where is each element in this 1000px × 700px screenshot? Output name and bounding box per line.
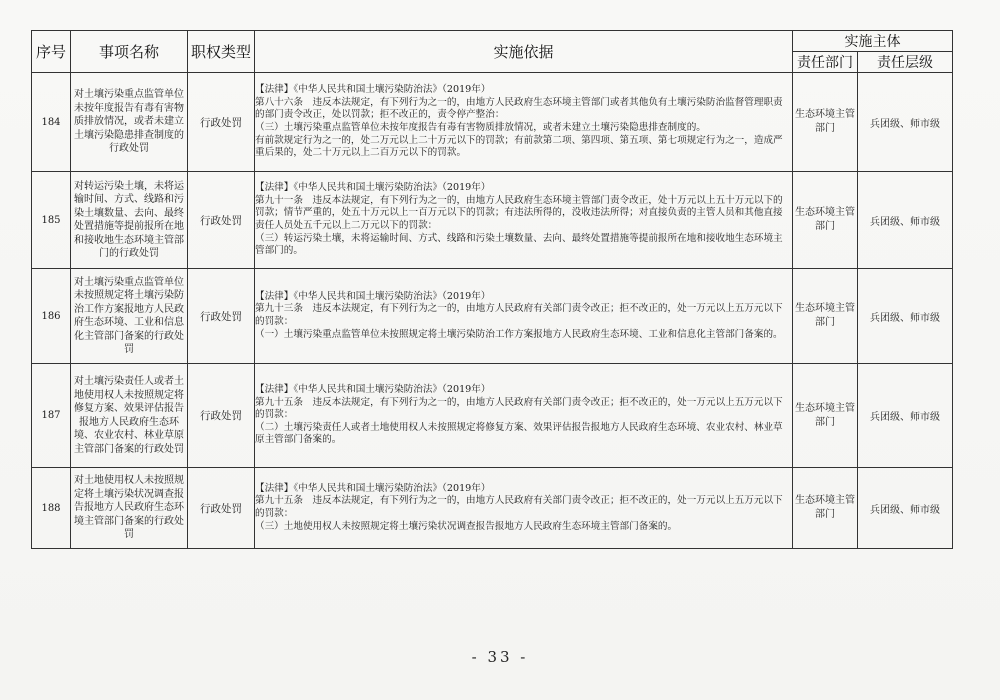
basis-line: 第九十五条 违反本法规定，有下列行为之一的，由地方人民政府有关部门责令改正；拒不改正的，处一万元以上五万元以下的罚款： <box>255 495 783 519</box>
row-dept: 生态环境主管部门 <box>793 269 858 364</box>
row-power-type: 行政处罚 <box>188 269 255 364</box>
row-seq: 186 <box>32 269 71 364</box>
table-row <box>32 73 953 172</box>
table-row <box>32 172 953 269</box>
row-power-type: 行政处罚 <box>188 364 255 468</box>
basis-line: 第九十五条 违反本法规定，有下列行为之一的，由地方人民政府有关部门责令改正；拒不改正的，处一万元以上五万元以下的罚款： <box>255 396 783 421</box>
basis-line: 【法律】《中华人民共和国土壤污染防治法》（2019年） <box>255 84 491 96</box>
basis-line: 【法律】《中华人民共和国土壤污染防治法》（2019年） <box>255 182 491 194</box>
header-dept: 责任部门 <box>793 52 858 73</box>
basis-line: 【法律】《中华人民共和国土壤污染防治法》（2019年） <box>255 384 491 396</box>
row-item-name: 对土壤污染重点监管单位未按照规定将土壤污染防治工作方案报地方人民政府生态环境、工业和信息化主管部门备案的行政处罚 <box>71 269 188 364</box>
basis-line: 第八十六条 违反本法规定，有下列行为之一的，由地方人民政府生态环境主管部门或者其他负有土壤污染防治监督管理职责的部门责令改正，处以罚款；拒不改正的，责令停产整治： <box>255 96 783 121</box>
header-subject: 实施主体 <box>793 31 953 52</box>
basis-line: （二）土壤污染责任人或者土地使用权人未按照规定将修复方案、效果评估报告报地方人民政府生态环境、农业农村、林业草原主管部门备案的。 <box>255 421 783 446</box>
table-row <box>32 269 953 364</box>
row-dept: 生态环境主管部门 <box>793 468 858 549</box>
row-seq: 188 <box>32 468 71 549</box>
row-power-type: 行政处罚 <box>188 73 255 172</box>
basis-line: 第九十一条 违反本法规定，有下列行为之一的，由地方人民政府生态环境主管部门责令改正，处十万元以上五十万元以下的罚款；情节严重的，处五十万元以上一百万元以下的罚款；有违法所得的，没收违法所得；对直接负责的主管人员和其他直接责任人员处五千元以上二万元以下的罚款： <box>255 194 783 231</box>
row-basis <box>255 364 793 468</box>
row-level: 兵团级、师市级 <box>858 73 953 172</box>
row-basis <box>255 172 793 269</box>
basis-line: 有前款规定行为之一的，处二万元以上二十万元以下的罚款；有前款第二项、第四项、第五项、第七项规定行为之一，造成严重后果的，处二十万元以上二百万元以下的罚款。 <box>255 134 783 159</box>
row-basis <box>255 73 793 172</box>
row-seq: 184 <box>32 73 71 172</box>
row-item-name: 对土壤污染重点监管单位未按年度报告有毒有害物质排放情况，或者未建立土壤污染隐患排查制度的行政处罚 <box>71 73 188 172</box>
header-level: 责任层级 <box>858 52 953 73</box>
basis-line: （一）土壤污染重点监管单位未按照规定将土壤污染防治工作方案报地方人民政府生态环境、工业和信息化主管部门备案的。 <box>255 328 783 340</box>
row-basis <box>255 269 793 364</box>
power-list-table <box>31 30 953 549</box>
table-row <box>32 468 953 549</box>
row-seq: 187 <box>32 364 71 468</box>
row-dept: 生态环境主管部门 <box>793 364 858 468</box>
row-basis <box>255 468 793 549</box>
row-dept: 生态环境主管部门 <box>793 172 858 269</box>
row-level: 兵团级、师市级 <box>858 364 953 468</box>
basis-line: 第九十三条 违反本法规定，有下列行为之一的，由地方人民政府有关部门责令改正；拒不改正的，处一万元以上五万元以下的罚款： <box>255 303 783 327</box>
row-item-name: 对转运污染土壤，未将运输时间、方式、线路和污染土壤数量、去向、最终处置措施等提前报所在地和接收地生态环境主管部门的行政处罚 <box>71 172 188 269</box>
header-basis: 实施依据 <box>255 31 793 73</box>
row-level: 兵团级、师市级 <box>858 269 953 364</box>
row-item-name: 对土壤污染责任人或者土地使用权人未按照规定将修复方案、效果评估报告报地方人民政府生态环境、农业农村、林业草原主管部门备案的行政处罚 <box>71 364 188 468</box>
row-level: 兵团级、师市级 <box>858 468 953 549</box>
row-seq: 185 <box>32 172 71 269</box>
basis-line: 【法律】《中华人民共和国土壤污染防治法》（2019年） <box>255 482 491 494</box>
row-level: 兵团级、师市级 <box>858 172 953 269</box>
row-dept: 生态环境主管部门 <box>793 73 858 172</box>
row-power-type: 行政处罚 <box>188 172 255 269</box>
basis-line: （三）土地使用权人未按照规定将土壤污染状况调查报告报地方人民政府生态环境主管部门备案的。 <box>255 520 678 532</box>
header-seq: 序号 <box>32 31 71 73</box>
header-power-type: 职权类型 <box>188 31 255 73</box>
row-item-name: 对土地使用权人未按照规定将土壤污染状况调查报告报地方人民政府生态环境主管部门备案的行政处罚 <box>71 468 188 549</box>
page-number: - 33 - <box>471 648 529 666</box>
basis-line: 【法律】《中华人民共和国土壤污染防治法》（2019年） <box>255 290 491 302</box>
basis-line: （三）转运污染土壤，未将运输时间、方式、线路和污染土壤数量、去向、最终处置措施等提前报所在地和接收地生态环境主管部门的。 <box>255 232 783 257</box>
table-row <box>32 364 953 468</box>
header-item-name: 事项名称 <box>71 31 188 73</box>
basis-line: （三）土壤污染重点监管单位未按年度报告有毒有害物质排放情况，或者未建立土壤污染隐患排查制度的。 <box>255 122 706 133</box>
row-power-type: 行政处罚 <box>188 468 255 549</box>
